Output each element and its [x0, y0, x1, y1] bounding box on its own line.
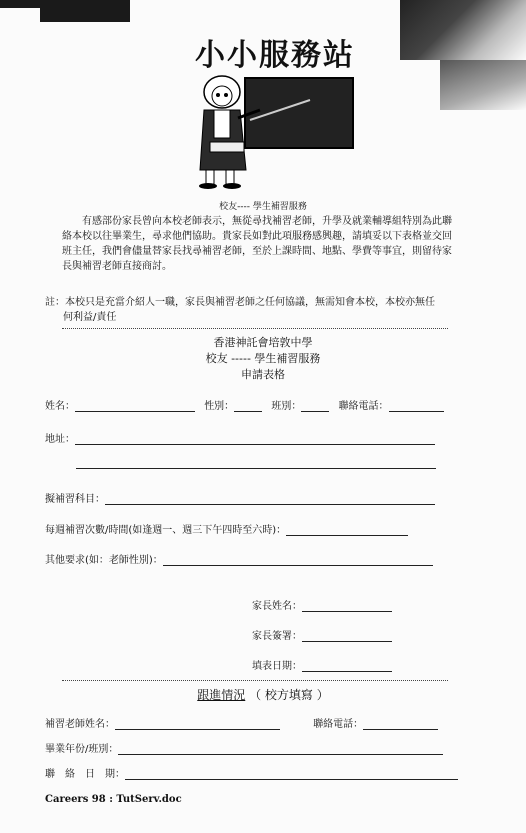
- parent-sign-field[interactable]: [302, 641, 392, 642]
- subjects-label: 擬補習科目：: [45, 494, 105, 505]
- other-label: 其他要求(如：老師性別)：: [45, 555, 163, 566]
- scan-artifact-top-right: [400, 0, 526, 60]
- scan-artifact-top-left-2: [0, 0, 40, 8]
- row-grad-year: [45, 740, 443, 755]
- note-line-2: 何利益/責任: [63, 312, 117, 323]
- note-line-1: 註：本校只是充當介紹人一職，家長與補習老師之任何協議，無需知會本校，本校亦無任: [45, 297, 435, 308]
- grad-year-field[interactable]: [118, 754, 443, 755]
- subjects-field[interactable]: [105, 504, 435, 505]
- schedule-label: 每週補習次數/時間(如逢週一、週三下午四時至六時)：: [45, 525, 287, 536]
- date-field[interactable]: [302, 671, 392, 672]
- tutor-phone-field[interactable]: [363, 729, 438, 730]
- name-field[interactable]: [75, 411, 195, 412]
- row-tutor: [45, 715, 438, 730]
- tutor-name-field[interactable]: [115, 729, 280, 730]
- parent-name-label: 家長姓名：: [252, 601, 302, 612]
- parent-sign-label: 家長簽署：: [252, 631, 302, 642]
- school-name: 香港神託會培敦中學: [213, 336, 313, 349]
- intro-paragraph: 有感部份家長曾向本校老師表示，無從尋找補習老師，升學及就業輔導組特別為此聯絡本校以往畢業生，尋求他們協助。貴家長如對此項服務感興趣，請填妥以下表格並交回班主任，我們會儘量替家長找尋補習老師，至於上課時間、地點、學費等事宜，則留待家長與補習老師直接商討。: [62, 216, 452, 272]
- other-field[interactable]: [163, 565, 433, 566]
- followup-title: 跟進情況: [197, 688, 246, 702]
- grad-year-label: 畢業年份/班別：: [45, 744, 119, 755]
- class-field[interactable]: [301, 411, 329, 412]
- class-label: 班別：: [271, 401, 302, 412]
- footer-filename: Careers 98 : TutServ.doc: [45, 794, 182, 805]
- divider-1: [62, 328, 448, 329]
- parent-name-field[interactable]: [302, 611, 392, 612]
- row-other: [45, 551, 433, 566]
- scan-artifact-top-left: [40, 0, 130, 22]
- row-name: [45, 397, 444, 412]
- followup-heading: [0, 686, 526, 703]
- page-title: 小小服務站: [195, 38, 355, 73]
- row-parent-name: [252, 597, 392, 612]
- tutor-name-label: 補習老師姓名：: [45, 719, 115, 730]
- row-schedule: [45, 521, 408, 536]
- gender-field[interactable]: [234, 411, 262, 412]
- row-contact-date: [45, 765, 458, 780]
- schedule-field[interactable]: [286, 535, 408, 536]
- contact-date-label: 聯 絡 日 期：: [45, 769, 125, 780]
- subtitle: 校友---- 學生補習服務: [219, 202, 307, 212]
- name-label: 姓名：: [45, 401, 75, 412]
- contact-date-field[interactable]: [125, 779, 458, 780]
- form-title: 申請表格: [241, 368, 285, 381]
- phone-label: 聯絡電話：: [338, 401, 389, 412]
- service-name: 校友 ----- 學生補習服務: [205, 352, 321, 365]
- tutor-phone-label: 聯絡電話：: [313, 719, 364, 730]
- row-parent-sign: [252, 627, 392, 642]
- divider-2: [62, 680, 448, 681]
- date-label: 填表日期：: [252, 661, 302, 672]
- address-field-1[interactable]: [75, 444, 435, 445]
- row-subjects: [45, 490, 435, 505]
- followup-note: （ 校方填寫 ）: [249, 688, 329, 702]
- address-field-2[interactable]: [76, 468, 436, 469]
- scan-artifact-right: [440, 60, 526, 110]
- phone-field[interactable]: [389, 411, 444, 412]
- row-address: [45, 430, 435, 445]
- teacher-illustration: [190, 70, 365, 195]
- gender-label: 性別：: [204, 401, 235, 412]
- row-date: [252, 657, 392, 672]
- address-label: 地址：: [45, 434, 75, 445]
